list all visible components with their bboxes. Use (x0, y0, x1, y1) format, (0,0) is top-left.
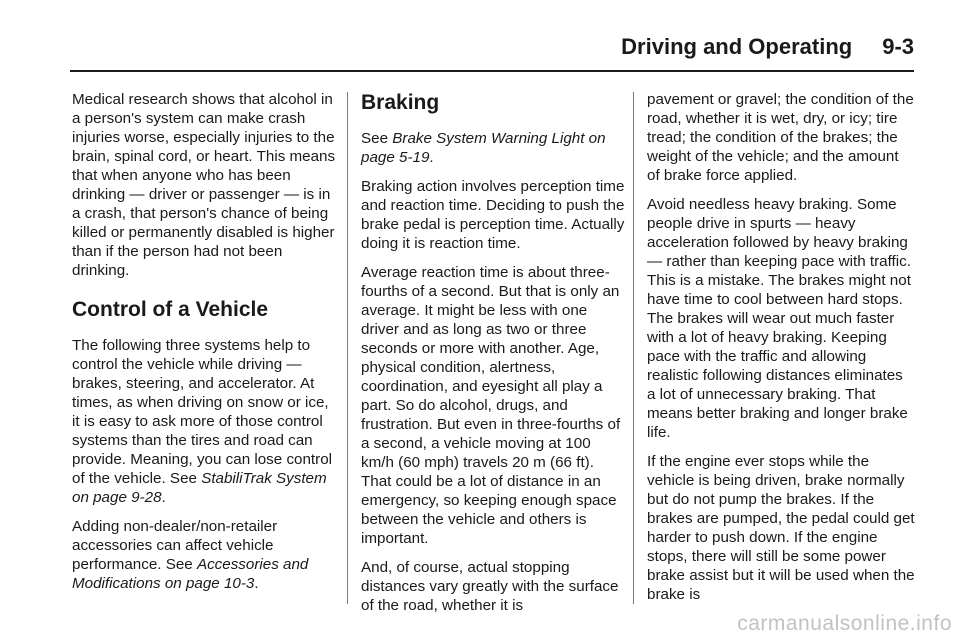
control-paragraph: The following three systems help to control the vehicle while driving — brakes, steering, and accelerator. At times, as when driving on snow or ice, it is easy to ask more of those control systems than the tires and road can provide. Meaning, you can lose control of the vehicle. See StabiliTrak System on page 9-28. (72, 337, 333, 506)
header-rule (70, 70, 914, 72)
column-1 (72, 90, 340, 603)
header-title (621, 34, 914, 60)
column-3 (647, 90, 915, 614)
brake-warning-paragraph: See Brake System Warning Light on page 5-19. (361, 130, 606, 166)
reaction-time-paragraph: Average reaction time is about three-fourths of a second. But that is only an average. It might be less with one driver and as long as two or three seconds or more with another. Age, physical condition, alertness, coordination, and eyesight all play a part. So do alcohol, drugs, and frustration. But even in three-fourths of a second, a vehicle moving at 100 km/h (60 mph) travels 20 m (66 ft). That could be a lot of distance in an emergency, so keeping enough space between the vehicle and others is important. (361, 264, 621, 547)
stabilitrak-reference-link: StabiliTrak System on page 9-28 (72, 470, 327, 506)
page-header (0, 0, 960, 76)
accessories-reference-link: Accessories and Modifications on page 10-3 (72, 556, 309, 592)
column-divider-2 (633, 92, 634, 604)
column-divider-1 (347, 92, 348, 604)
accessories-paragraph: Adding non-dealer/non-retailer accessories can affect vehicle performance. See Accessories and Modifications on page 10-3. (72, 518, 309, 592)
brake-warning-reference-link: Brake System Warning Light on page 5-19 (361, 130, 606, 166)
section-title: Driving and Operating (621, 34, 853, 59)
perception-paragraph: Braking action involves perception time and reaction time. Deciding to push the brake pedal is perception time. Actually doing it is reaction time. (361, 178, 625, 252)
road-condition-paragraph: pavement or gravel; the condition of the road, whether it is wet, dry, or icy; tire tread; the condition of the brakes; the weight of the vehicle; and the amount of brake force applied. (647, 91, 914, 184)
alcohol-paragraph: Medical research shows that alcohol in a person's system can make crash injuries worse, especially injuries to the brain, spinal cord, or heart. This means that when anyone who has been drinking — driver or passenger — is in a crash, that person's chance of being killed or permanently disabled is higher than if the person had not been drinking. (72, 91, 336, 279)
column-2 (361, 90, 626, 625)
engine-stop-paragraph: If the engine ever stops while the vehicle is being driven, brake normally but do not pump the brakes. If the brakes are pumped, the pedal could get harder to push down. If the engine stops, there will still be some power brake assist but it will be used when the brake is (647, 453, 915, 603)
watermark-text: carmanualsonline.info (737, 612, 952, 635)
braking-heading: Braking (361, 91, 440, 114)
page-number: 9-3 (882, 34, 914, 59)
heavy-braking-paragraph: Avoid needless heavy braking. Some people drive in spurts — heavy acceleration followed by heavy braking — rather than keeping pace with traffic. This is a mistake. The brakes might not have time to cool between hard stops. The brakes will wear out much faster with a lot of heavy braking. Keeping pace with the traffic and allowing realistic following distances eliminates a lot of unnecessary braking. That means better braking and longer brake life. (647, 196, 911, 441)
stopping-distance-paragraph: And, of course, actual stopping distances vary greatly with the surface of the road, whether it is (361, 559, 619, 614)
control-heading: Control of a Vehicle (72, 298, 269, 321)
